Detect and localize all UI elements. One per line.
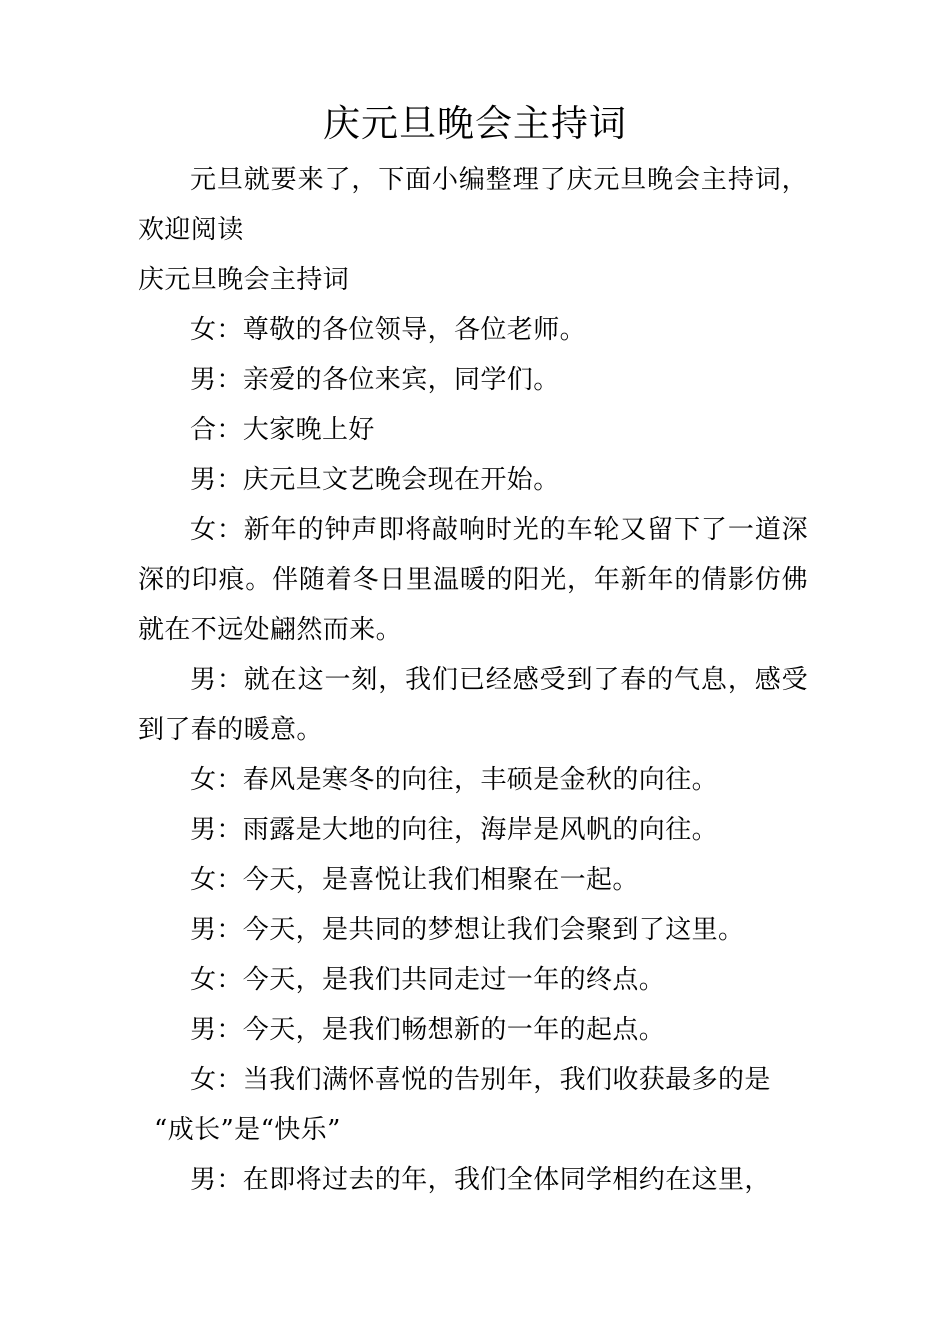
section-heading: 庆元旦晚会主持词 <box>138 265 350 295</box>
script-line: 合：大家晚上好 <box>190 415 375 445</box>
script-line-continuation: “成长”是“快乐” <box>154 1115 341 1145</box>
script-line: 女：当我们满怀喜悦的告别年，我们收获最多的是 <box>190 1065 771 1095</box>
script-line: 女：春风是寒冬的向往，丰硕是金秋的向往。 <box>190 765 719 795</box>
document-title: 庆元旦晚会主持词 <box>323 102 627 145</box>
script-line: 男：庆元旦文艺晚会现在开始。 <box>190 465 560 495</box>
script-line: 男：今天，是我们畅想新的一年的起点。 <box>190 1015 666 1045</box>
script-line: 女：今天，是喜悦让我们相聚在一起。 <box>190 865 639 895</box>
script-line: 女：新年的钟声即将敲响时光的车轮又留下了一道深深的印痕。伴随着冬日里温暖的阳光，年新年的倩影仿佛就在不远处翩然而来。 <box>138 515 808 645</box>
script-line: 男：就在这一刻，我们已经感受到了春的气息，感受到了春的暖意。 <box>138 665 808 745</box>
script-line: 男：雨露是大地的向往，海岸是风帆的向往。 <box>190 815 719 845</box>
script-line: 男：今天，是共同的梦想让我们会聚到了这里。 <box>190 915 745 945</box>
script-line: 女：尊敬的各位领导，各位老师。 <box>190 315 587 345</box>
document-body <box>138 155 808 1205</box>
intro-paragraph: 元旦就要来了，下面小编整理了庆元旦晚会主持词，欢迎阅读 <box>138 165 808 245</box>
script-line: 男：亲爱的各位来宾，同学们。 <box>190 365 560 395</box>
script-line: 男：在即将过去的年，我们全体同学相约在这里， <box>190 1165 771 1195</box>
script-line: 女：今天，是我们共同走过一年的终点。 <box>190 965 666 995</box>
